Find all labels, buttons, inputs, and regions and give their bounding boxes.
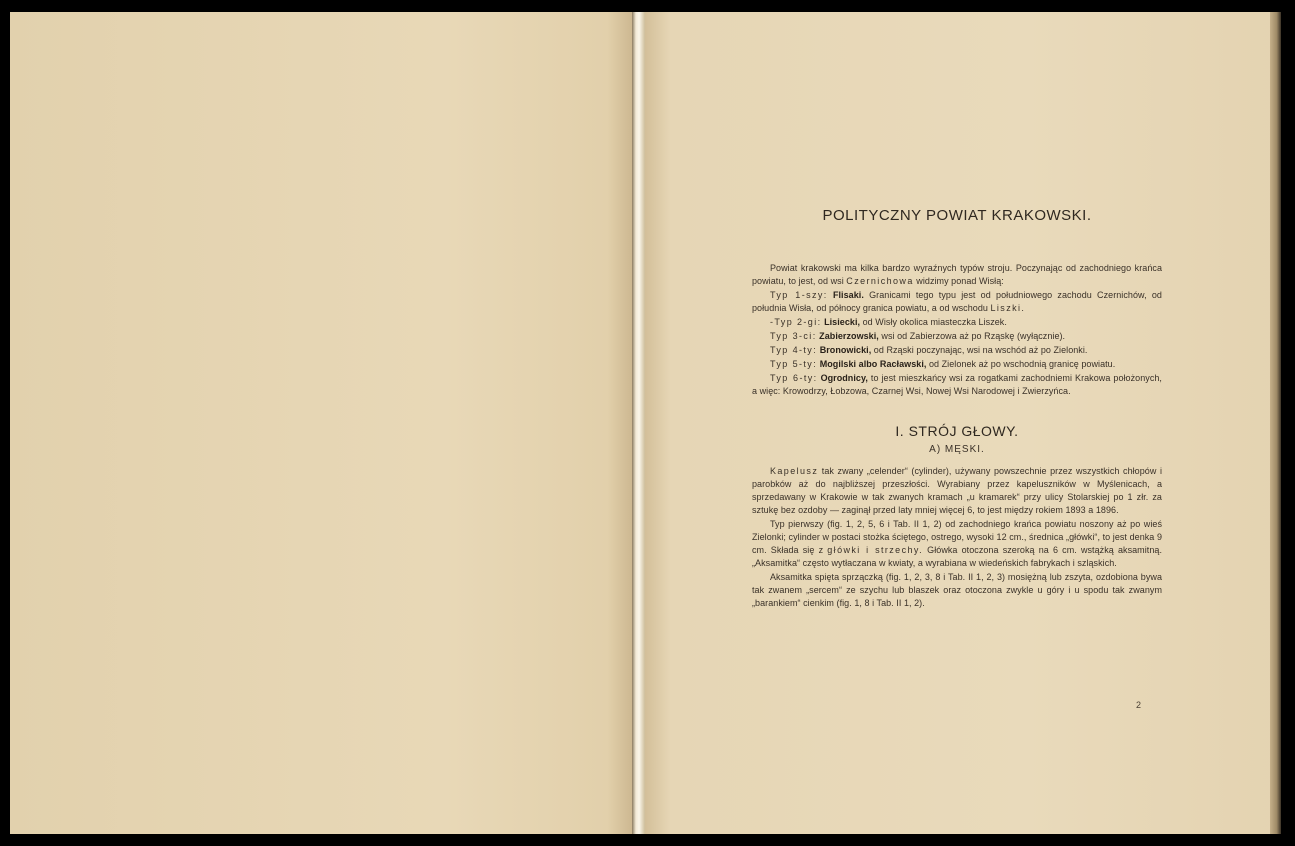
- intro-end: widzimy ponad Wisłą:: [913, 276, 1004, 286]
- page-edge-shadow: [1270, 12, 1281, 834]
- type-5-text: od Zielonek aż po wschodnią granicę powiatu.: [926, 359, 1116, 369]
- body-term: Kapelusz: [770, 466, 819, 476]
- type-2-label: -Typ 2-gi:: [770, 317, 822, 327]
- type-1-name: Flisaki.: [832, 290, 864, 300]
- type-1-paragraph: [752, 289, 1162, 315]
- type-2-text: od Wisły okolica miasteczka Liszek.: [860, 317, 1007, 327]
- left-blank-page: [10, 12, 632, 834]
- book-spine: [632, 12, 645, 834]
- type-6-name: Ogrodnicy,: [820, 373, 868, 383]
- type-3-text: wsi od Zabierzowa aż po Rząskę (wyłącznie).: [878, 331, 1066, 341]
- body-text-1: tak zwany „celender“ (cylinder), używany powszechnie przez wszystkich chłopów i parobków aż do najbliższej przeszłości. Wyrabiany przez kapeluszników w Myślenicach, a sprzedawany w Krakowie w tak zwanych kramach „u kramarek“ przy ulicy Stolarskiej po 1 złr. za sztukę bez ozdoby — zaginął przed laty mniej więcej 6, to jest między rokiem 1893 a 1896.: [752, 466, 1162, 515]
- type-3-paragraph: [752, 330, 1162, 343]
- intro-paragraph: [752, 262, 1162, 288]
- body-paragraph-2: [752, 518, 1162, 570]
- body-paragraph-1: [752, 465, 1162, 517]
- type-6-text: to jest mieszkańcy wsi za rogatkami zachodniemi Krakowa położonych, a więc: Krowodrzy, Łobzowa, Czarnej Wsi, Nowej Wsi Narodowej i Zwierzyńca.: [752, 373, 1162, 396]
- right-page: [645, 12, 1281, 834]
- body-text-2b: główki i strzechy.: [827, 545, 924, 555]
- intro-place: Czernichowa: [846, 276, 914, 286]
- type-5-name: Mogilski albo Racławski,: [819, 359, 927, 369]
- type-1-extra: Liszki.: [990, 303, 1026, 313]
- body-text-2c: Główka otoczona szeroką na 6 cm. wstążką aksamitną. „Aksamitka“ często wytłaczana w kwiaty, a wyrabiana w wiedeńskich fabrykach i szląskich.: [752, 545, 1162, 568]
- type-6-label: Typ 6-ty:: [770, 373, 818, 383]
- type-5-label: Typ 5-ty:: [770, 359, 818, 369]
- type-4-name: Bronowicki,: [819, 345, 872, 355]
- type-3-label: Typ 3-ci:: [770, 331, 817, 341]
- type-3-name: Zabierzowski,: [819, 331, 879, 341]
- type-1-text: Granicami tego typu jest od południowego zachodu Czernichów, od południa Wisła, od północy granica powiatu, a od wschodu: [752, 290, 1162, 313]
- section-title: I. STRÓJ GŁOWY.: [895, 423, 1019, 439]
- intro-text: Powiat krakowski ma kilka bardzo wyraźnych typów stroju. Poczynając od zachodniego krańca powiatu, to jest, od wsi: [752, 263, 1162, 286]
- type-6-paragraph: [752, 372, 1162, 398]
- page-number: 2: [1135, 700, 1141, 710]
- section-subtitle: A) MĘSKI.: [929, 444, 985, 455]
- type-5-paragraph: [752, 358, 1162, 371]
- body-paragraph-3: Aksamitka spięta sprzączką (fig. 1, 2, 3, 8 i Tab. II 1, 2, 3) mosiężną lub zszyta, ozdobiona bywa tak zwanem „sercem“ ze szychu lub blaszek oraz otoczona zwykle u góry i u spodu tak zwanym „barankiem“ cienkim (fig. 1, 8 i Tab. II 1, 2).: [752, 572, 1162, 608]
- type-2-name: Lisiecki,: [824, 317, 861, 327]
- body-text-2a: Typ pierwszy (fig. 1, 2, 5, 6 i Tab. II 1, 2) od zachodniego krańca powiatu noszony aż po wieś Zielonki; cylinder w postaci stożka ściętego, ostrego, wysoki 12 cm., średnica „główki“, to jest denka 9 cm. Składa się z: [752, 519, 1162, 555]
- type-4-paragraph: [752, 344, 1162, 357]
- type-4-label: Typ 4-ty:: [770, 345, 818, 355]
- page-title: POLITYCZNY POWIAT KRAKOWSKI.: [822, 207, 1092, 224]
- type-4-text: od Rząski poczynając, wsi na wschód aż po Zielonki.: [871, 345, 1088, 355]
- page-text: [752, 207, 1162, 610]
- type-2-paragraph: [752, 316, 1162, 329]
- type-1-label: Typ 1-szy:: [770, 290, 828, 300]
